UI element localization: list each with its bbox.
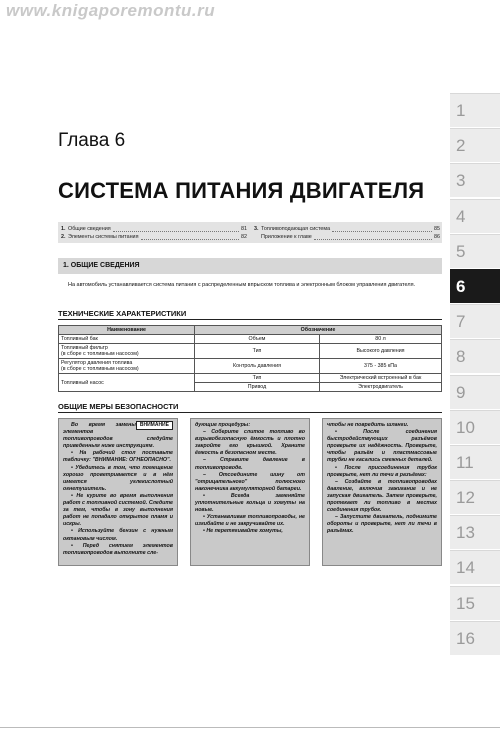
warning-paragraph: • Не перетягивайте хомуты, xyxy=(203,528,283,535)
table-row xyxy=(59,359,442,374)
chapter-tab-3[interactable]: 3 xyxy=(450,163,500,197)
chapter-tab-15[interactable]: 15 xyxy=(450,586,500,620)
chapter-tab-10[interactable]: 10 xyxy=(450,410,500,444)
chapter-tab-8[interactable]: 8 xyxy=(450,339,500,373)
toc-item[interactable] xyxy=(61,225,247,233)
section-title: 1. ОБЩИЕ СВЕДЕНИЯ xyxy=(58,258,442,274)
cell-value: 80 л xyxy=(320,335,442,344)
toc-page: 86 xyxy=(434,234,440,240)
warning-paragraph: • После присоединения трубок проверьте, нет ли течи в разъёмах: xyxy=(327,464,437,478)
warning-paragraph: – Соберите слитое топливо во взрывобезопасную ёмкость и плотно закройте его крышкой. Храните ёмкость в безопасном месте. xyxy=(195,429,305,457)
table-row xyxy=(59,374,442,383)
warning-paragraph: – Запустите двигатель, поднимите обороты и проверьте, нет ли течи в разъёмах. xyxy=(327,514,437,535)
chapter-tab-7[interactable]: 7 xyxy=(450,304,500,338)
toc-number: 3. xyxy=(254,226,259,232)
chapter-tab-9[interactable]: 9 xyxy=(450,375,500,409)
toc-title: Элементы системы питания xyxy=(68,234,139,240)
watermark: www.knigaporemontu.ru xyxy=(6,1,216,20)
toc-item[interactable] xyxy=(254,233,440,241)
safety-heading: ОБЩИЕ МЕРЫ БЕЗОПАСНОСТИ xyxy=(58,402,442,413)
cell-param: Тип xyxy=(195,344,320,359)
toc-leader xyxy=(141,235,240,240)
col-header-value: Обозначение xyxy=(195,326,442,335)
toc-leader xyxy=(332,227,432,232)
toc-number: 1. xyxy=(61,226,66,232)
col-header-name: Наименование xyxy=(59,326,195,335)
cell-param: Тип xyxy=(195,374,320,383)
warning-paragraph: • Устанавливая топливопроводы, не изгибайте и не закручивайте их. xyxy=(195,514,305,528)
cell-value: Высокого давления xyxy=(320,344,442,359)
chapter-tab-14[interactable]: 14 xyxy=(450,550,500,584)
cell-param: Привод xyxy=(195,383,320,392)
cell-name: Топливный фильтр (в сборе с топливным насосом) xyxy=(59,344,195,359)
toc-number: 2. xyxy=(61,234,66,240)
specs-table xyxy=(58,325,442,392)
warning-paragraph: – Стравите давление в топливопроводе. xyxy=(195,457,305,471)
chapter-tabs xyxy=(450,93,500,656)
warning-paragraph: – Отсоедините шину от "отрицательного" полюсного наконечника аккумуляторной батареи. xyxy=(195,471,305,492)
cell-name: Регулятор давления топлива (в сборе с топливным насосом) xyxy=(59,359,195,374)
table-row xyxy=(59,335,442,344)
toc-item[interactable] xyxy=(61,233,247,241)
cell-value: 375 - 385 кПа xyxy=(320,359,442,374)
toc-page: 85 xyxy=(434,226,440,232)
warning-paragraph: дующие процедуры: xyxy=(195,422,251,428)
cell-name: Топливный насос xyxy=(59,374,195,392)
table-of-contents xyxy=(58,222,442,243)
warning-paragraph: • Всегда заменяйте уплотнительные кольца и хомуты на новые. xyxy=(195,492,305,514)
chapter-label: Глава 6 xyxy=(58,130,126,151)
footer-line xyxy=(0,727,500,728)
chapter-tab-11[interactable]: 11 xyxy=(450,445,500,479)
warning-paragraph: • Перед снятием элементов топливопроводов выполните сле- xyxy=(63,542,173,556)
warning-paragraph: • Убедитесь в том, что помещение хорошо проветривается и в нём имеется углекислотный огнетушитель. xyxy=(63,464,173,492)
warning-paragraph: Во время замены элементов топливопроводов следуйте приведенным ниже инструкциям. xyxy=(63,422,173,450)
toc-title: Приложение к главе xyxy=(261,234,312,240)
warning-column-3 xyxy=(322,418,442,566)
warning-column-1 xyxy=(58,418,178,566)
warning-paragraph: • Используйте бензин с нужным октановым числом. xyxy=(63,528,173,542)
chapter-tab-5[interactable]: 5 xyxy=(450,234,500,268)
toc-title: Общие сведения xyxy=(68,226,111,232)
chapter-tab-4[interactable]: 4 xyxy=(450,199,500,233)
cell-param: Контроль давления xyxy=(195,359,320,374)
warning-paragraph: • На рабочий стол поставьте табличку: "ВНИМАНИЕ: ОГНЕОПАСНО". xyxy=(63,450,173,464)
toc-item[interactable] xyxy=(254,225,440,233)
chapter-tab-2[interactable]: 2 xyxy=(450,128,500,162)
chapter-tab-1[interactable]: 1 xyxy=(450,93,500,127)
toc-title: Топливоподающая система xyxy=(261,226,331,232)
warning-paragraph: • Не курите во время выполнения работ с топливной системой. Следите за тем, чтобы в зону выполнения работ не попадало открытое пламя и искры. xyxy=(63,492,173,528)
cell-value: Электрический встроенный в бак xyxy=(320,374,442,383)
chapter-tab-12[interactable]: 12 xyxy=(450,480,500,514)
cell-value: Электродвигатель xyxy=(320,383,442,392)
specs-heading: ТЕХНИЧЕСКИЕ ХАРАКТЕРИСТИКИ xyxy=(58,309,442,320)
intro-text: На автомобиль устанавливается система питания с распределенным впрыском топлива и электронным блоком управления двигателя. xyxy=(68,282,416,288)
table-row xyxy=(59,344,442,359)
cell-param: Объем xyxy=(195,335,320,344)
warning-paragraph: чтобы не повредить шланги. xyxy=(327,422,409,428)
chapter-tab-6[interactable]: 6 xyxy=(450,269,500,303)
chapter-title: СИСТЕМА ПИТАНИЯ ДВИГАТЕЛЯ xyxy=(58,178,425,203)
warning-paragraph: – Создайте в топливопроводах давление, включив зажигание и не запуская двигатель. Затем проверьте, протекает ли топливо в местах соединения трубок. xyxy=(327,478,437,514)
cell-name: Топливный бак xyxy=(59,335,195,344)
toc-leader xyxy=(314,235,432,240)
toc-page: 81 xyxy=(241,226,247,232)
warning-badge: ВНИМАНИЕ xyxy=(136,421,173,430)
warning-column-2 xyxy=(190,418,310,566)
chapter-tab-13[interactable]: 13 xyxy=(450,515,500,549)
toc-leader xyxy=(113,227,239,232)
chapter-tab-16[interactable]: 16 xyxy=(450,621,500,655)
warning-paragraph: • После соединения быстродействующих разъёмов проверьте их надёжность. Проверьте, чтобы разъём и пластмассовые трубки не касались смежных деталей. xyxy=(327,429,437,464)
toc-page: 82 xyxy=(241,234,247,240)
